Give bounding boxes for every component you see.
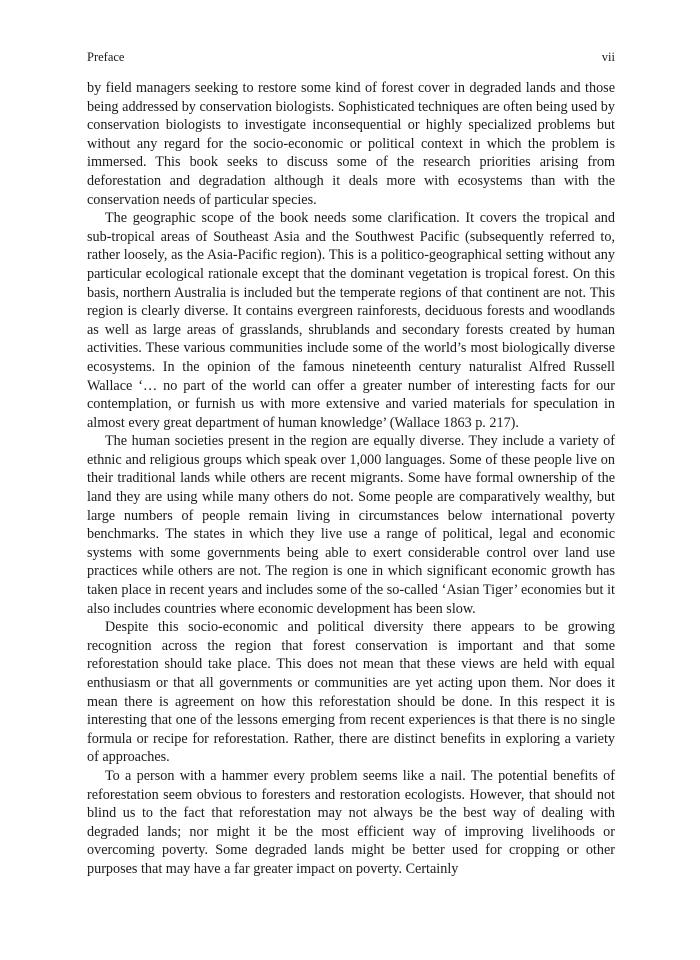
- book-page: [87, 0, 615, 960]
- running-head: [87, 49, 615, 65]
- paragraph-human-societies: The human societies present in the region are equally diverse. They include a variety of ethnic and religious groups which speak over 1,000 languages. Some of these people live on their traditional lands while others are recent migrants. Some have formal ownership of the land they are using while many others do not. Some people are comparatively wealthy, but large numbers of people remain living in circumstances below international poverty benchmarks. The states in which they live use a range of political, legal and economic systems with some governments being able to exert considerable control over land use practices while others are not. The region is one in which significant economic growth has taken place in recent years and includes some of the so-called ‘Asian Tiger’ economies but it also includes countries where economic development has been slow.: [87, 433, 615, 617]
- running-head-title: Preface: [87, 50, 125, 64]
- page-number: vii: [601, 50, 615, 64]
- body-text: [87, 79, 615, 879]
- paragraph-continued: by field managers seeking to restore some kind of forest cover in degraded lands and those being addressed by conservation biologists. Sophisticated techniques are often being used by conservation biologists to investigate inconsequential or highly specialized problems but without any regard for the socio-economic or political context in which the problem is immersed. This book seeks to discuss some of the research priorities arising from deforestation and degradation although it deals more with ecosystems than with the conservation needs of particular species.: [87, 80, 615, 208]
- paragraph-diversity: Despite this socio-economic and political diversity there appears to be growing recognition across the region that forest conservation is important and that some reforestation should take place. This does not mean that these views are held with equal enthusiasm or that all governments or communities are yet acting upon them. Nor does it mean there is agreement on how this reforestation should be done. In this respect it is interesting that one of the lessons emerging from recent experiences is that there is no single formula or recipe for reforestation. Rather, there are distinct benefits in exploring a variety of approaches.: [87, 619, 615, 766]
- paragraph-geographic-scope: The geographic scope of the book needs some clarification. It covers the tropical and sub-tropical areas of Southeast Asia and the Southwest Pacific (subsequently referred to, rather loosely, as the Asia-Pacific region). This is a politico-geographical setting without any particular ecological rationale except that the dominant vegetation is tropical forest. On this basis, northern Australia is included but the temperate regions of that continent are not. This region is clearly diverse. It contains evergreen rainforests, deciduous forests and woodlands as well as large areas of grasslands, shrublands and secondary forests created by human activities. These various communities include some of the world’s most biologically diverse ecosystems. In the opinion of the famous nineteenth century naturalist Alfred Russell Wallace ‘… no part of the world can offer a greater number of interesting facts for our contemplation, or furnish us with more extensive and varied materials for speculation in almost every great department of human knowledge’ (Wallace 1863 p. 217).: [87, 210, 615, 431]
- paragraph-hammer: To a person with a hammer every problem seems like a nail. The potential benefits of reforestation seem obvious to foresters and restoration ecologists. However, that should not blind us to the fact that reforestation may not always be the best way of dealing with degraded lands; nor might it be the most efficient way of improving livelihoods or overcoming poverty. Some degraded lands might be better used for cropping or other purposes that may have a far greater impact on poverty. Certainly: [87, 767, 615, 877]
